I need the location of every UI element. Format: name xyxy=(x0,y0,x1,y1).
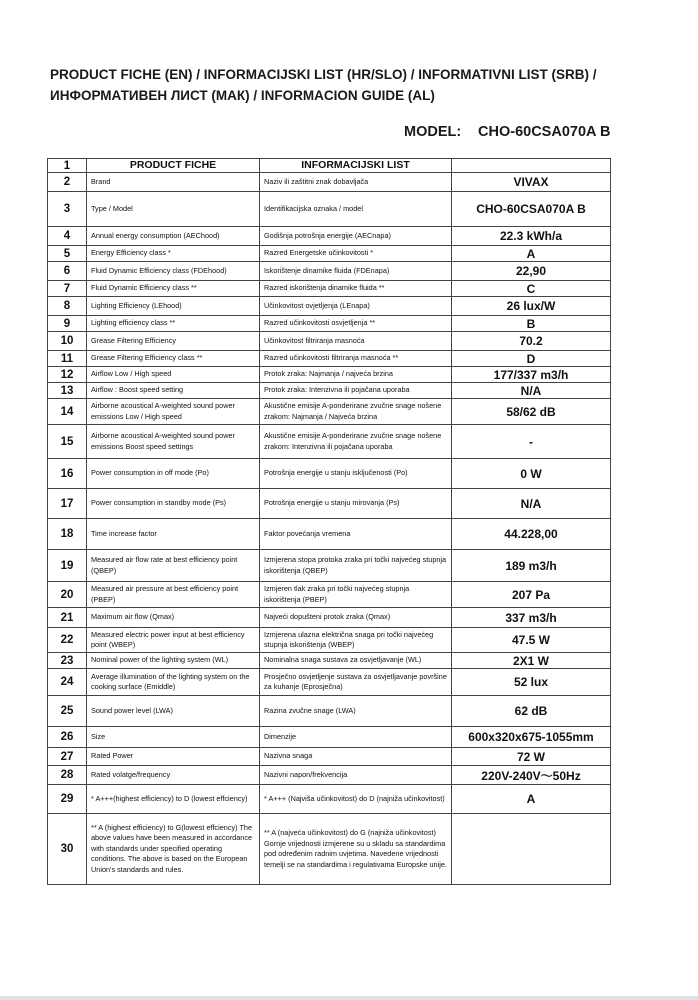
row-label-en: Nominal power of the lighting system (WL) xyxy=(87,653,260,669)
title-line-2: ИНФОРМАТИВЕН ЛИСТ (МАК) / INFORMACION GUIDE (AL) xyxy=(50,88,435,103)
row-label-en: Type / Model xyxy=(87,192,260,227)
row-value: 26 lux/W xyxy=(452,297,611,316)
row-number: 10 xyxy=(48,332,87,351)
table-row xyxy=(48,367,611,383)
row-value: N/A xyxy=(452,383,611,399)
row-label-en: Measured air flow rate at best efficiency point (QBEP) xyxy=(87,550,260,582)
row-number: 29 xyxy=(48,785,87,814)
row-label-en: Airflow : Boost speed setting xyxy=(87,383,260,399)
row-label-en: Power consumption in off mode (Po) xyxy=(87,459,260,489)
row-label-hr: Protok zraka: Najmanja / najveća brzina xyxy=(260,367,452,383)
row-value: VIVAX xyxy=(452,173,611,192)
row-label-hr: Izmjerena ulazna električna snaga pri točki najvećeg stupnja iskorištenja (WBEP) xyxy=(260,628,452,653)
row-label-hr: Razred Energetske učinkovitosti * xyxy=(260,246,452,262)
row-label-hr: Potrošnja energije u stanju mirovanja (Ps) xyxy=(260,489,452,519)
row-label-hr: Nazivna snaga xyxy=(260,748,452,766)
header-value xyxy=(452,159,611,173)
row-number: 21 xyxy=(48,608,87,628)
table-row xyxy=(48,785,611,814)
table-row xyxy=(48,608,611,628)
table-row xyxy=(48,550,611,582)
table-row xyxy=(48,399,611,425)
row-value: 47.5 W xyxy=(452,628,611,653)
table-row xyxy=(48,653,611,669)
row-value: 58/62 dB xyxy=(452,399,611,425)
row-number: 7 xyxy=(48,281,87,297)
row-label-en: Airborne acoustical A-weighted sound power emissions Boost speed settings xyxy=(87,425,260,459)
row-value: 52 lux xyxy=(452,669,611,696)
row-value: 337 m3/h xyxy=(452,608,611,628)
header-number: 1 xyxy=(48,159,87,173)
row-label-hr: Dimenzije xyxy=(260,727,452,748)
row-label-en: Measured air pressure at best efficiency point (PBEP) xyxy=(87,582,260,608)
row-value: 44.228,00 xyxy=(452,519,611,550)
row-number: 11 xyxy=(48,351,87,367)
row-label-hr: Faktor povećanja vremena xyxy=(260,519,452,550)
row-number: 9 xyxy=(48,316,87,332)
row-label-hr: Prosječno osvjetljenje sustava za osvjetljavanje površine za kuhanje (Eprosječna) xyxy=(260,669,452,696)
row-label-en: Lighting efficiency class ** xyxy=(87,316,260,332)
model-value: CHO-60CSA070A B xyxy=(478,124,611,140)
row-label-hr: Učinkovitost ovjetljenja (LEnapa) xyxy=(260,297,452,316)
row-number: 18 xyxy=(48,519,87,550)
table-row xyxy=(48,281,611,297)
row-label-hr: Najveći dopušteni protok zraka (Qmax) xyxy=(260,608,452,628)
row-number: 26 xyxy=(48,727,87,748)
row-label-en: Fluid Dynamic Efficiency class (FDEhood) xyxy=(87,262,260,281)
table-row xyxy=(48,582,611,608)
product-fiche-table xyxy=(47,158,611,885)
row-value: 177/337 m3/h xyxy=(452,367,611,383)
table-row xyxy=(48,489,611,519)
row-number: 23 xyxy=(48,653,87,669)
row-value: CHO-60CSA070A B xyxy=(452,192,611,227)
table-row xyxy=(48,262,611,281)
row-label-hr: Godišnja potrošnja energije (AECnapa) xyxy=(260,227,452,246)
row-label-hr: Razred učinkovitosti osvjetljenja ** xyxy=(260,316,452,332)
header-product-fiche: PRODUCT FICHE xyxy=(87,159,260,173)
row-number: 20 xyxy=(48,582,87,608)
row-number: 2 xyxy=(48,173,87,192)
row-value: A xyxy=(452,246,611,262)
row-label-hr: Nazivni napon/frekvencija xyxy=(260,766,452,785)
row-label-en: Average illumination of the lighting system on the cooking surface (Emiddle) xyxy=(87,669,260,696)
row-label-en: ** A (highest efficiency) to G(lowest effciency) The above values have been measured in accordance with standards under specified operating conditions. The above is based on the European Union's standards and rules. xyxy=(87,814,260,885)
table-row xyxy=(48,748,611,766)
row-label-en: * A+++(highest efficiency) to D (lowest effciency) xyxy=(87,785,260,814)
row-value xyxy=(452,814,611,885)
row-number: 6 xyxy=(48,262,87,281)
row-label-hr: Protok zraka: Intenzivna ili pojačana uporaba xyxy=(260,383,452,399)
table-row xyxy=(48,814,611,885)
row-number: 28 xyxy=(48,766,87,785)
row-label-en: Brand xyxy=(87,173,260,192)
title-line-1: PRODUCT FICHE (EN) / INFORMACIJSKI LIST (HR/SLO) / INFORMATIVNI LIST (SRB) / xyxy=(50,67,597,82)
row-label-hr: Razred iskorištenja dinamike fluida ** xyxy=(260,281,452,297)
table-row xyxy=(48,727,611,748)
row-label-hr: Nominalna snaga sustava za osvjetljavanje (WL) xyxy=(260,653,452,669)
row-number: 19 xyxy=(48,550,87,582)
row-label-en: Airflow Low / High speed xyxy=(87,367,260,383)
model-line xyxy=(404,124,610,140)
row-number: 30 xyxy=(48,814,87,885)
row-value: 0 W xyxy=(452,459,611,489)
table-header-row xyxy=(48,159,611,173)
row-value: C xyxy=(452,281,611,297)
row-number: 14 xyxy=(48,399,87,425)
row-value: 70.2 xyxy=(452,332,611,351)
row-number: 15 xyxy=(48,425,87,459)
row-label-en: Measured electric power input at best efficiency point (WBEP) xyxy=(87,628,260,653)
row-label-en: Annual energy consumption (AEChood) xyxy=(87,227,260,246)
row-number: 12 xyxy=(48,367,87,383)
row-label-en: Power consumption in standby mode (Ps) xyxy=(87,489,260,519)
row-label-en: Maximum air flow (Qmax) xyxy=(87,608,260,628)
table-row xyxy=(48,246,611,262)
row-label-en: Energy Efficiency class * xyxy=(87,246,260,262)
table-row xyxy=(48,173,611,192)
row-label-hr: Izmjeren tlak zraka pri točki najvećeg stupnja iskorištenja (PBEP) xyxy=(260,582,452,608)
document-title xyxy=(50,64,660,106)
row-value: D xyxy=(452,351,611,367)
row-number: 3 xyxy=(48,192,87,227)
row-value: 220V-240V～50Hz xyxy=(452,766,611,785)
row-number: 17 xyxy=(48,489,87,519)
row-label-en: Size xyxy=(87,727,260,748)
row-value: 62 dB xyxy=(452,696,611,727)
row-value: N/A xyxy=(452,489,611,519)
row-label-hr: * A+++ (Najviša učinkovitost) do D (najniža učinkovitost) xyxy=(260,785,452,814)
table-row xyxy=(48,425,611,459)
row-label-en: Lighting Efficiency (LEhood) xyxy=(87,297,260,316)
row-number: 8 xyxy=(48,297,87,316)
table-row xyxy=(48,383,611,399)
row-number: 4 xyxy=(48,227,87,246)
table-row xyxy=(48,628,611,653)
row-label-en: Grease Filtering Efficiency class ** xyxy=(87,351,260,367)
table-row xyxy=(48,351,611,367)
row-number: 25 xyxy=(48,696,87,727)
row-label-hr: Potrošnja energije u stanju isključenosti (Po) xyxy=(260,459,452,489)
row-label-hr: Učinkovitost filtriranja masnoća xyxy=(260,332,452,351)
row-label-en: Fluid Dynamic Efficiency class ** xyxy=(87,281,260,297)
row-value: 207 Pa xyxy=(452,582,611,608)
row-label-hr: Iskorištenje dinamike fluida (FDEnapa) xyxy=(260,262,452,281)
row-label-hr: Akustične emisije A-ponderirane zvučne snage nošene zrakom: Najmanja / Najveća brzina xyxy=(260,399,452,425)
row-label-hr: Razina zvučne snage (LWA) xyxy=(260,696,452,727)
model-label: MODEL: xyxy=(404,124,462,140)
row-value: 189 m3/h xyxy=(452,550,611,582)
row-label-hr: Razred učinkovitosti filtriranja masnoća ** xyxy=(260,351,452,367)
row-value: 600x320x675-1055mm xyxy=(452,727,611,748)
row-number: 22 xyxy=(48,628,87,653)
table-row xyxy=(48,459,611,489)
table-row xyxy=(48,316,611,332)
row-label-hr: Akustične emisije A-ponderirane zvučne snage nošene zrakom: Intenzivna ili pojačana uporaba xyxy=(260,425,452,459)
table-row xyxy=(48,192,611,227)
row-number: 13 xyxy=(48,383,87,399)
row-value: 22,90 xyxy=(452,262,611,281)
table-row xyxy=(48,519,611,550)
row-label-hr: Izmjerena stopa protoka zraka pri točki najvećeg stupnja iskorištenja (QBEP) xyxy=(260,550,452,582)
row-number: 5 xyxy=(48,246,87,262)
row-label-en: Time increase factor xyxy=(87,519,260,550)
row-label-hr: Identifikacijska oznaka / model xyxy=(260,192,452,227)
row-value: 22.3 kWh/a xyxy=(452,227,611,246)
row-value: 2X1 W xyxy=(452,653,611,669)
row-label-en: Rated volatge/frequency xyxy=(87,766,260,785)
table-row xyxy=(48,669,611,696)
row-label-en: Sound power level (LWA) xyxy=(87,696,260,727)
header-informacijski-list: INFORMACIJSKI LIST xyxy=(260,159,452,173)
table-row xyxy=(48,227,611,246)
row-label-hr: Naziv ili zaštitni znak dobavljača xyxy=(260,173,452,192)
table-row xyxy=(48,766,611,785)
row-label-en: Rated Power xyxy=(87,748,260,766)
row-value: 72 W xyxy=(452,748,611,766)
row-label-hr: ** A (najveća učinkovitost) do G (najniža učinkovitost) Gornje vrijednosti izmjerene su u skladu sa standardima pod određenim radnim uvjetima. Navedene vrijednosti temelji se na standardima i regulativama Europske unije. xyxy=(260,814,452,885)
row-number: 16 xyxy=(48,459,87,489)
row-value: B xyxy=(452,316,611,332)
row-value: - xyxy=(452,425,611,459)
table-row xyxy=(48,332,611,351)
row-label-en: Airborne acoustical A-weighted sound power emissions Low / High speed xyxy=(87,399,260,425)
row-number: 24 xyxy=(48,669,87,696)
table-row xyxy=(48,297,611,316)
row-number: 27 xyxy=(48,748,87,766)
row-value: A xyxy=(452,785,611,814)
page-bottom-edge xyxy=(0,996,698,1000)
table-row xyxy=(48,696,611,727)
row-label-en: Grease Filtering Efficiency xyxy=(87,332,260,351)
